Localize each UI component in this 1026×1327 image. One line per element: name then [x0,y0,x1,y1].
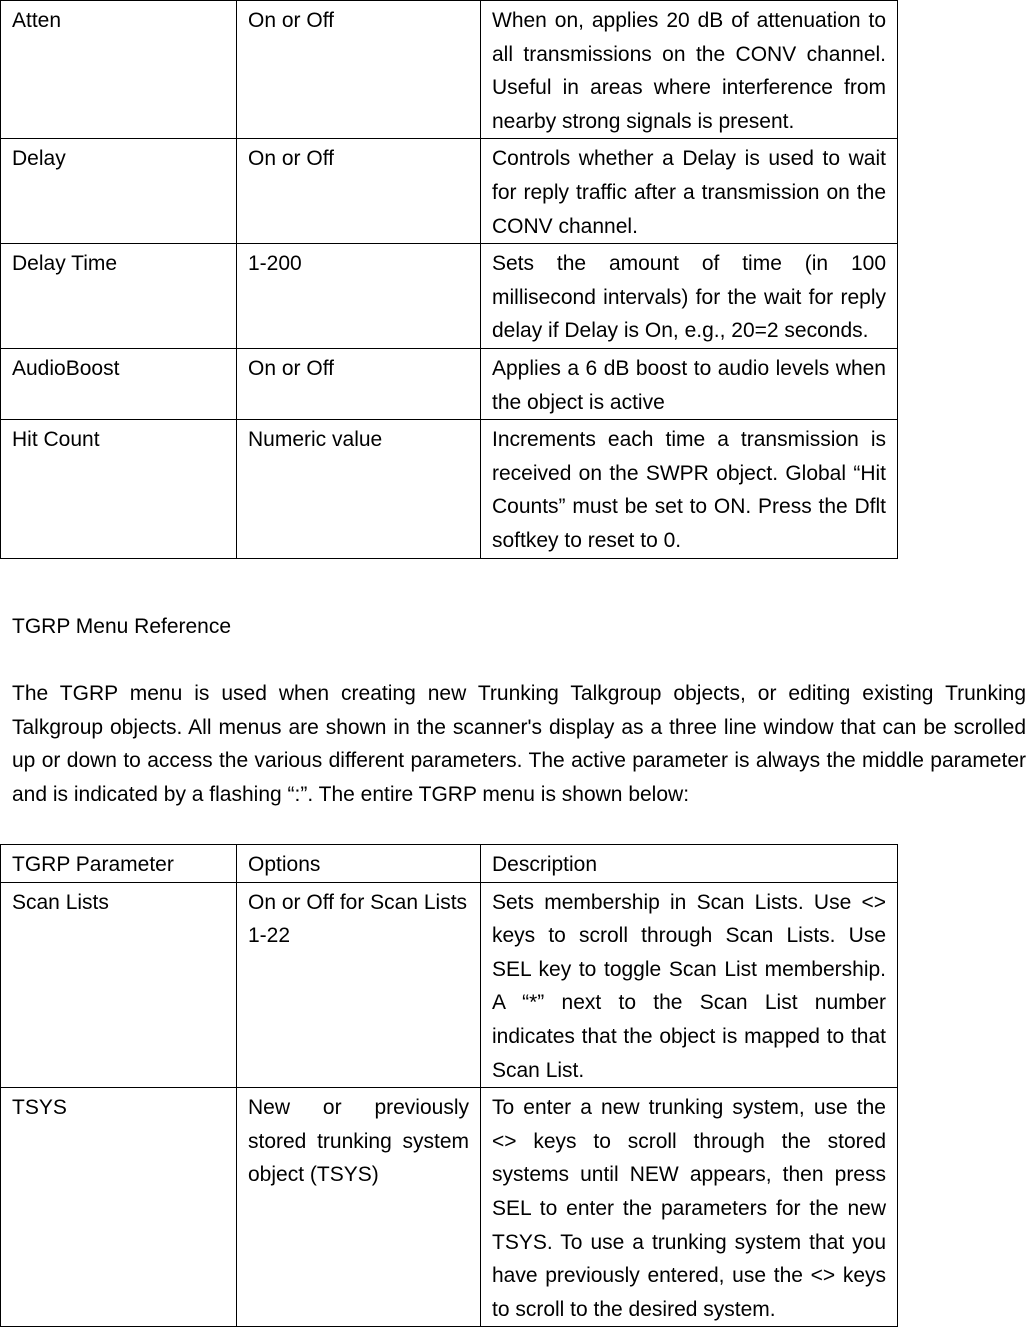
options-cell: On or Off [237,348,481,419]
description-cell: Applies a 6 dB boost to audio levels when the object is active [481,348,898,419]
description-cell: When on, applies 20 dB of attenuation to all transmissions on the CONV channel. Useful in areas where interference from nearby strong signals is present. [481,1,898,139]
options-cell: Numeric value [237,420,481,558]
table-row [1,1088,898,1327]
description-cell: Increments each time a transmission is received on the SWPR object. Global “Hit Counts” must be set to ON. Press the Dflt softkey to reset to 0. [481,420,898,558]
table-row [1,420,898,558]
section-heading: TGRP Menu Reference [12,615,232,638]
intro-paragraph: The TGRP menu is used when creating new Trunking Talkgroup objects, or editing existing Trunking Talkgroup objects. All menus are shown in the scanner's display as a three line window that can be scrolled up or down to access the various different parameters. The active parameter is always the middle parameter and is indicated by a flashing “:”. The entire TGRP menu is shown below: [12,682,1026,806]
table-row [1,348,898,419]
parameter-cell: Atten [1,1,237,139]
options-cell: New or previously stored trunking system object (TSYS) [237,1088,481,1327]
header-options: Options [237,845,481,883]
table-row [1,1,898,139]
description-cell: Sets the amount of time (in 100 millisecond intervals) for the wait for reply delay if Delay is On, e.g., 20=2 seconds. [481,244,898,349]
options-cell: 1-200 [237,244,481,349]
conv-parameter-table [0,0,898,559]
description-cell: Controls whether a Delay is used to wait for reply traffic after a transmission on the CONV channel. [481,139,898,244]
header-description: Description [481,845,898,883]
tgrp-parameter-table [0,844,898,1327]
table-row [1,244,898,349]
description-cell: Sets membership in Scan Lists. Use <> keys to scroll through Scan Lists. Use SEL key to toggle Scan List membership. A “*” next to the Scan List number indicates that the object is mapped to that Scan List. [481,882,898,1088]
description-cell: To enter a new trunking system, use the <> keys to scroll through the stored systems until NEW appears, then press SEL to enter the parameters for the new TSYS. To use a trunking system that you have previously entered, use the <> keys to scroll to the desired system. [481,1088,898,1327]
parameter-cell: Delay [1,139,237,244]
parameter-cell: AudioBoost [1,348,237,419]
parameter-cell: Scan Lists [1,882,237,1088]
options-cell: On or Off [237,139,481,244]
table-row [1,139,898,244]
header-parameter: TGRP Parameter [1,845,237,883]
table-row [1,882,898,1088]
table-header-row [1,845,898,883]
parameter-cell: TSYS [1,1088,237,1327]
options-cell: On or Off for Scan Lists 1-22 [237,882,481,1088]
parameter-cell: Delay Time [1,244,237,349]
parameter-cell: Hit Count [1,420,237,558]
options-cell: On or Off [237,1,481,139]
